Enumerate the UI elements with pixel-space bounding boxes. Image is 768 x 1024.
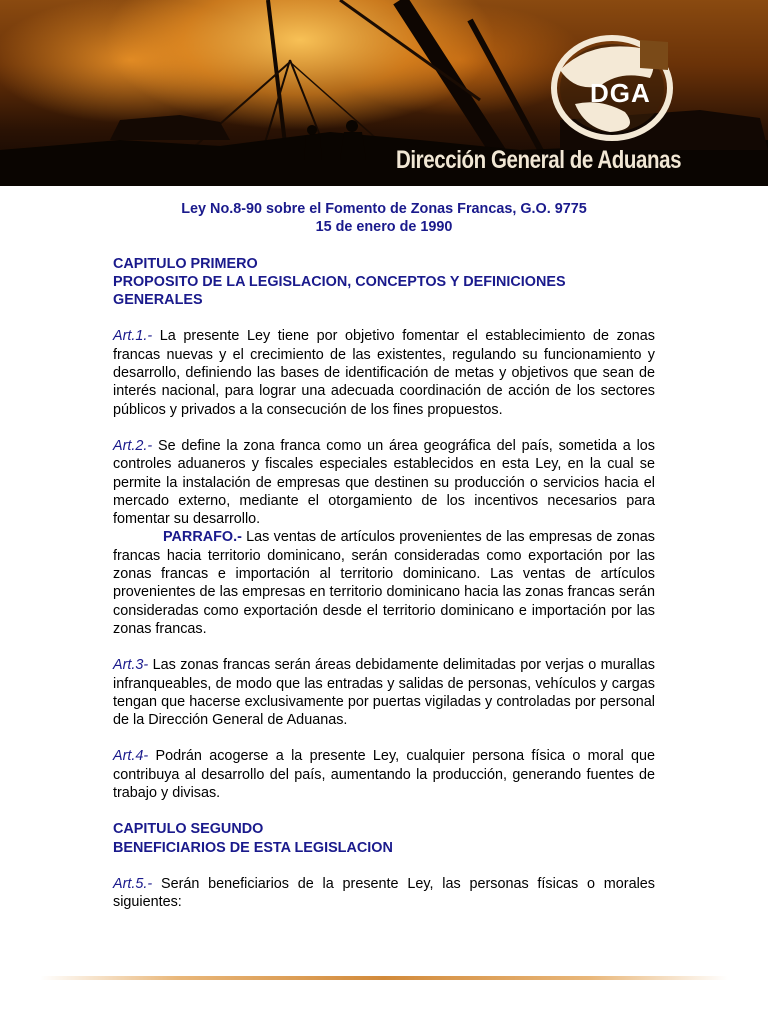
article-text: Serán beneficiarios de la presente Ley, las personas físicas o morales siguientes: <box>113 875 655 911</box>
article-label: Art.2.- <box>113 437 153 454</box>
article-label: Art.5.- <box>113 875 153 892</box>
document-title: Ley No.8-90 sobre el Fomento de Zonas Francas, G.O. 9775 <box>181 201 587 217</box>
header-banner <box>0 0 768 186</box>
article-label: Art.1.- <box>113 328 153 345</box>
footer-divider <box>40 976 728 980</box>
article-label: Art.3- <box>113 657 149 674</box>
article-label: Art.4- <box>113 748 149 765</box>
chapter-heading: CAPITULO SEGUNDO <box>113 821 264 838</box>
document-body <box>113 200 655 912</box>
article-4 <box>113 747 655 802</box>
logo-text: DGA <box>590 78 651 108</box>
article-text: La presente Ley tiene por objetivo fomentar el establecimiento de zonas francas nuevas y el crecimiento de las existentes, regulando su funcionamiento y desarrollo, definiendo las bases de identificación de metas y objetivos que sean de interés nacional, para lograr una adecuada coordinación de acción de los sectores públicos y privados a la consecución de los fines propuestos. <box>113 328 655 418</box>
header-title: Dirección General de Aduanas <box>396 146 682 174</box>
chapter-subtitle: PROPOSITO DE LA LEGISLACION, CONCEPTOS Y DEFINICIONES GENERALES <box>113 273 566 309</box>
article-text: Podrán acogerse a la presente Ley, cualquier persona física o moral que contribuya al desarrollo del país, aumentando la producción, generando fuentes de trabajo y divisas. <box>113 748 655 802</box>
chapter-heading: CAPITULO PRIMERO <box>113 255 258 272</box>
document-date: 15 de enero de 1990 <box>315 219 453 236</box>
article-1 <box>113 327 655 418</box>
chapter-subtitle: BENEFICIARIOS DE ESTA LEGISLACION <box>113 839 393 856</box>
article-5 <box>113 875 655 912</box>
article-2 <box>113 437 655 528</box>
article-text: Las zonas francas serán áreas debidamente delimitadas por verjas o murallas infranqueables, de modo que las entradas y salidas de personas, vehículos y cargas tengan que hacerse exclusivamente por puertas vigiladas y controladas por personal de la Dirección General de Aduanas. <box>113 657 655 729</box>
article-3 <box>113 656 655 729</box>
paragraph-text: Las ventas de artículos provenientes de las empresas de zonas francas hacia territorio dominicano, serán consideradas como exportación por las zonas francas e importación al territorio dominicano. Las ventas de artículos provenientes de las empresas en territorio dominicano hacia las zonas francas serán consideradas como exportación desde el territorio dominicano e importación por las zonas francas. <box>113 529 655 637</box>
paragraph-label: PARRAFO.- <box>163 529 242 546</box>
article-text: Se define la zona franca como un área geográfica del país, sometida a los controles aduaneros y fiscales especiales establecidos en esta Ley, en la cual se permite la instalación de empresas que destinen su producción o servicios hacia el mercado externo, mediante el otorgamiento de los incentivos necesarios para fomentar su desarrollo. <box>113 437 655 528</box>
paragraph-note <box>113 528 655 638</box>
